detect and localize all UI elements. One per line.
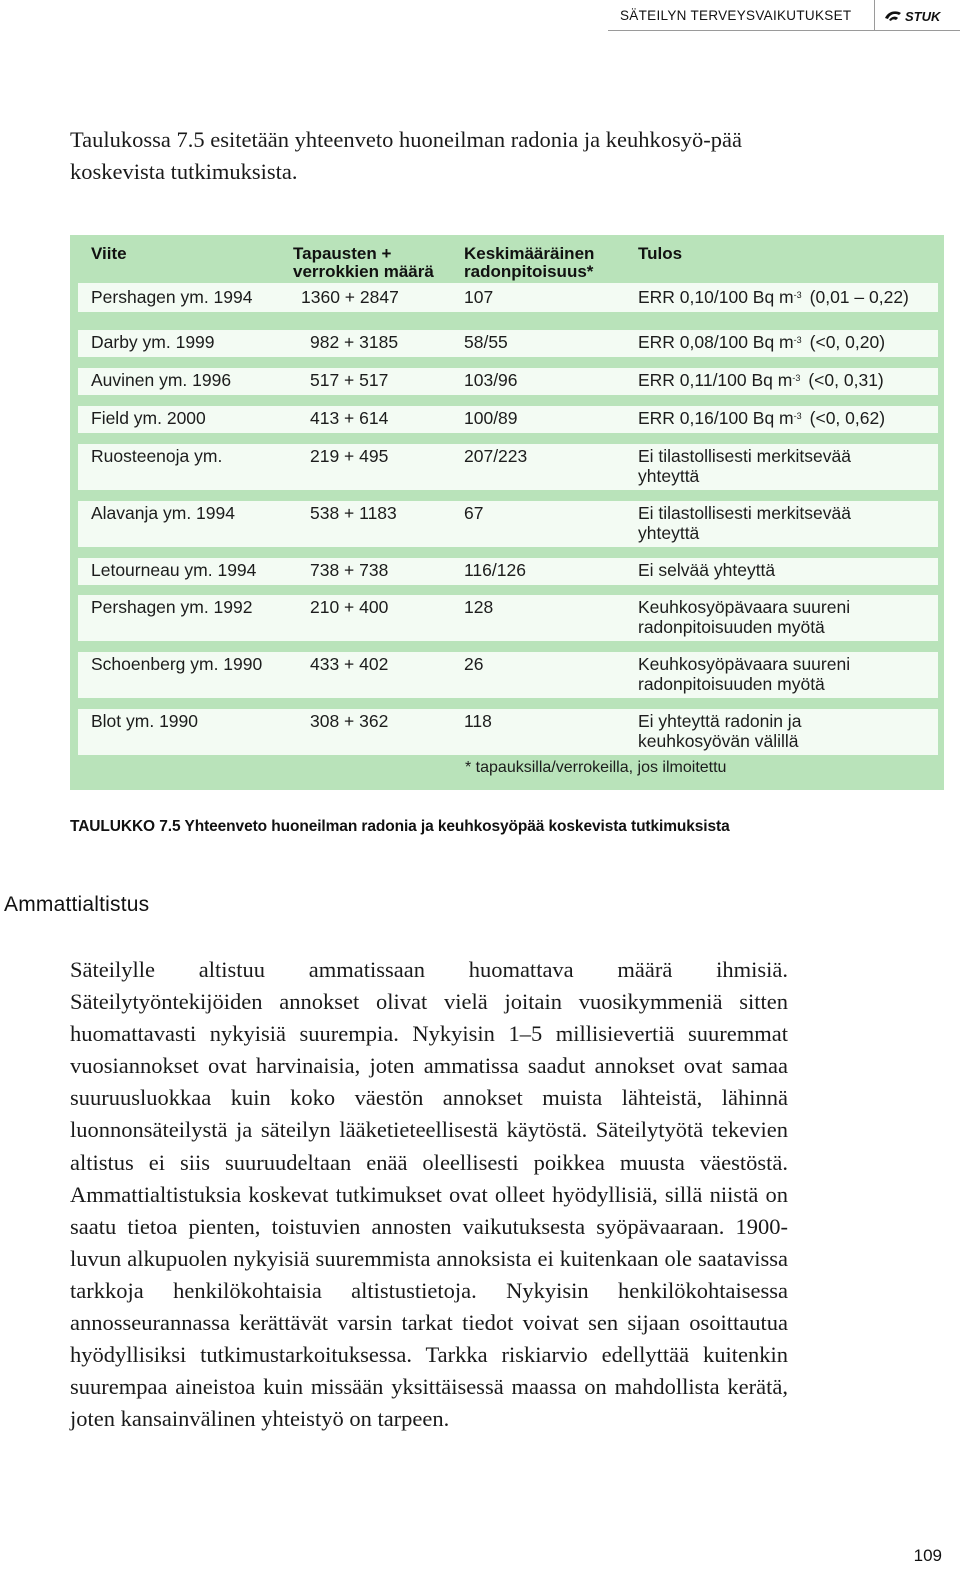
caption-label: TAULUKKO 7.5 [70,818,181,835]
page-number: 109 [913,1546,942,1565]
cell-result [638,655,938,694]
err-value: ERR 0,08/100 Bq m [638,332,794,352]
err-value: ERR 0,11/100 Bq m [638,370,793,390]
header-tapausten-line1: Tapausten + [293,244,392,263]
intro-text: Taulukossa 7.5 esitetään yhteenveto huoneilman radonia ja keuhkosyö-pää koskevista tutkimuksista. [70,127,742,184]
cell-result: Ei selvää yhteyttä [638,560,776,580]
header-viite: Viite [91,244,127,263]
cell-cases: 433 + 402 [310,654,389,674]
header-keskim-line2: radonpitoisuus* [464,262,594,281]
table-header [70,235,944,285]
cell-result [638,409,938,429]
cell-radon: 58/55 [464,332,508,352]
result-line2: radonpitoisuuden myötä [638,673,825,694]
cell-radon: 116/126 [464,560,526,580]
cell-radon: 100/89 [464,408,518,428]
cell-radon: 207/223 [464,446,528,466]
cell-radon: 26 [464,654,484,674]
cell-viite: Darby ym. 1999 [91,332,215,352]
running-title: SÄTEILYN TERVEYSVAIKUTUKSET [620,8,852,23]
cell-viite: Pershagen ym. 1994 [91,287,253,307]
table-row [78,595,938,641]
err-exponent: -3 [792,373,801,383]
cell-cases: 738 + 738 [310,560,389,580]
err-exponent: -3 [793,411,802,421]
table-row [78,330,938,357]
err-ci: (<0, 0,31) [808,370,884,390]
err-ci: (0,01 – 0,22) [809,287,909,307]
cell-result [638,504,938,543]
cell-viite: Auvinen ym. 1996 [91,370,232,390]
cell-viite: Ruosteenoja ym. [91,446,223,466]
cell-radon: 128 [464,597,494,617]
body-paragraph: Säteilylle altistuu ammatissaan huomattava määrä ihmisiä. Säteilytyöntekijöiden annokset olivat vielä joitain vuosikymmeniä sitten huomattavasti nykyisiä suurempia. Nykyisin 1–5 millisievertiä suuremmat vuosiannokset ovat harvinaisia, joten ammatissa saadut annokset ovat samaa suuruusluokkaa kuin koko väestön annokset muista lähteistä, lähinnä luonnonsäteilystä ja säteilyn lääketieteellisestä käytöstä. Säteilytyötä tekevien altistus ei siis suuruudeltaan enää oleellisesti poikkea muusta väestöstä. Ammattialtistuksia koskevat tutkimukset ovat olleet hyödyllisiä, sillä niistä on saatu tietoa pienten, toistuvien annosten vaikutuksesta syöpävaaraan. 1900-luvun alkupuolen nykyisiä suuremmista annoksista ei kuitenkaan ole saatavissa tarkkoja henkilökohtaisia altistustietoja. Nykyisin henkilökohtaisessa annosseurannassa kerättävät varsin tarkat tiedot voivat sen sijaan osoittautua hyödyllisiksi tutkimustarkoituksessa. Tarkka riskiarvio edellyttää kuitenkin suurempaa aineistoa kuin missään yksittäisessä maassa on mahdollista kerätä, joten kansainvälinen yhteistyö on tarpeen. [70,957,788,1432]
header-divider [874,0,875,31]
cell-radon: 107 [464,287,494,307]
header-tapausten [293,245,434,281]
cell-cases: 538 + 1183 [310,503,397,523]
caption-text: Yhteenveto huoneilman radonia ja keuhkosyöpää koskevista tutkimuksista [184,818,730,835]
result-line1: Ei yhteyttä radonin ja [638,711,802,731]
table-row [78,406,938,433]
table-row [78,558,938,585]
cell-viite: Schoenberg ym. 1990 [91,654,263,674]
cell-viite: Field ym. 2000 [91,408,206,428]
header-tulos: Tulos [638,244,683,263]
cell-result [638,371,938,391]
cell-result [638,333,938,353]
cell-cases: 1360 + 2847 [301,287,399,307]
cell-viite: Alavanja ym. 1994 [91,503,235,523]
table-row [78,709,938,755]
cell-radon: 118 [464,711,492,731]
cell-cases: 982 + 3185 [310,332,399,352]
err-ci: (<0, 0,62) [809,408,886,428]
header-tapausten-line2: verrokkien määrä [293,262,434,281]
radon-study-table [70,235,944,790]
result-line2: yhteyttä [638,465,700,486]
cell-cases: 517 + 517 [310,370,389,390]
err-exponent: -3 [793,290,802,300]
err-value: ERR 0,10/100 Bq m [638,287,794,307]
header-keskim-line1: Keskimääräinen [464,244,595,263]
cell-viite: Letourneau ym. 1994 [91,560,257,580]
stuk-logo-icon [884,9,902,23]
table-caption [70,818,730,836]
result-line1: Keuhkosyöpävaara suureni [638,654,851,674]
table-row [78,444,938,490]
cell-viite: Pershagen ym. 1992 [91,597,253,617]
header-rule [608,30,960,31]
header-keskimaarainen [464,245,594,281]
stuk-logo [884,7,940,25]
result-line2: keuhkosyövän välillä [638,730,799,751]
result-line2: yhteyttä [638,522,700,543]
err-value: ERR 0,16/100 Bq m [638,408,794,428]
result-line1: Keuhkosyöpävaara suureni [638,597,851,617]
cell-cases: 413 + 614 [310,408,389,428]
running-header [608,0,960,32]
section-heading: Ammattialtistus [4,893,150,916]
cell-result [638,712,938,751]
table-footnote: * tapauksilla/verrokeilla, jos ilmoitettu [465,759,727,776]
cell-cases: 219 + 495 [310,446,389,466]
table-row [78,285,938,312]
cell-result [638,447,938,486]
logo-text: STUK [905,8,941,24]
cell-cases: 210 + 400 [310,597,389,617]
result-line1: Ei tilastollisesti merkitsevää [638,503,851,523]
table-row [78,652,938,698]
table-row [78,501,938,547]
cell-cases: 308 + 362 [310,711,389,731]
cell-result [638,288,938,308]
cell-radon: 103/96 [464,370,518,390]
table-row [78,368,938,395]
result-line2: radonpitoisuuden myötä [638,616,825,637]
cell-radon: 67 [464,503,484,523]
err-exponent: -3 [793,335,802,345]
cell-viite: Blot ym. 1990 [91,711,198,731]
cell-result [638,598,938,637]
err-ci: (<0, 0,20) [809,332,886,352]
result-line1: Ei tilastollisesti merkitsevää [638,446,851,466]
